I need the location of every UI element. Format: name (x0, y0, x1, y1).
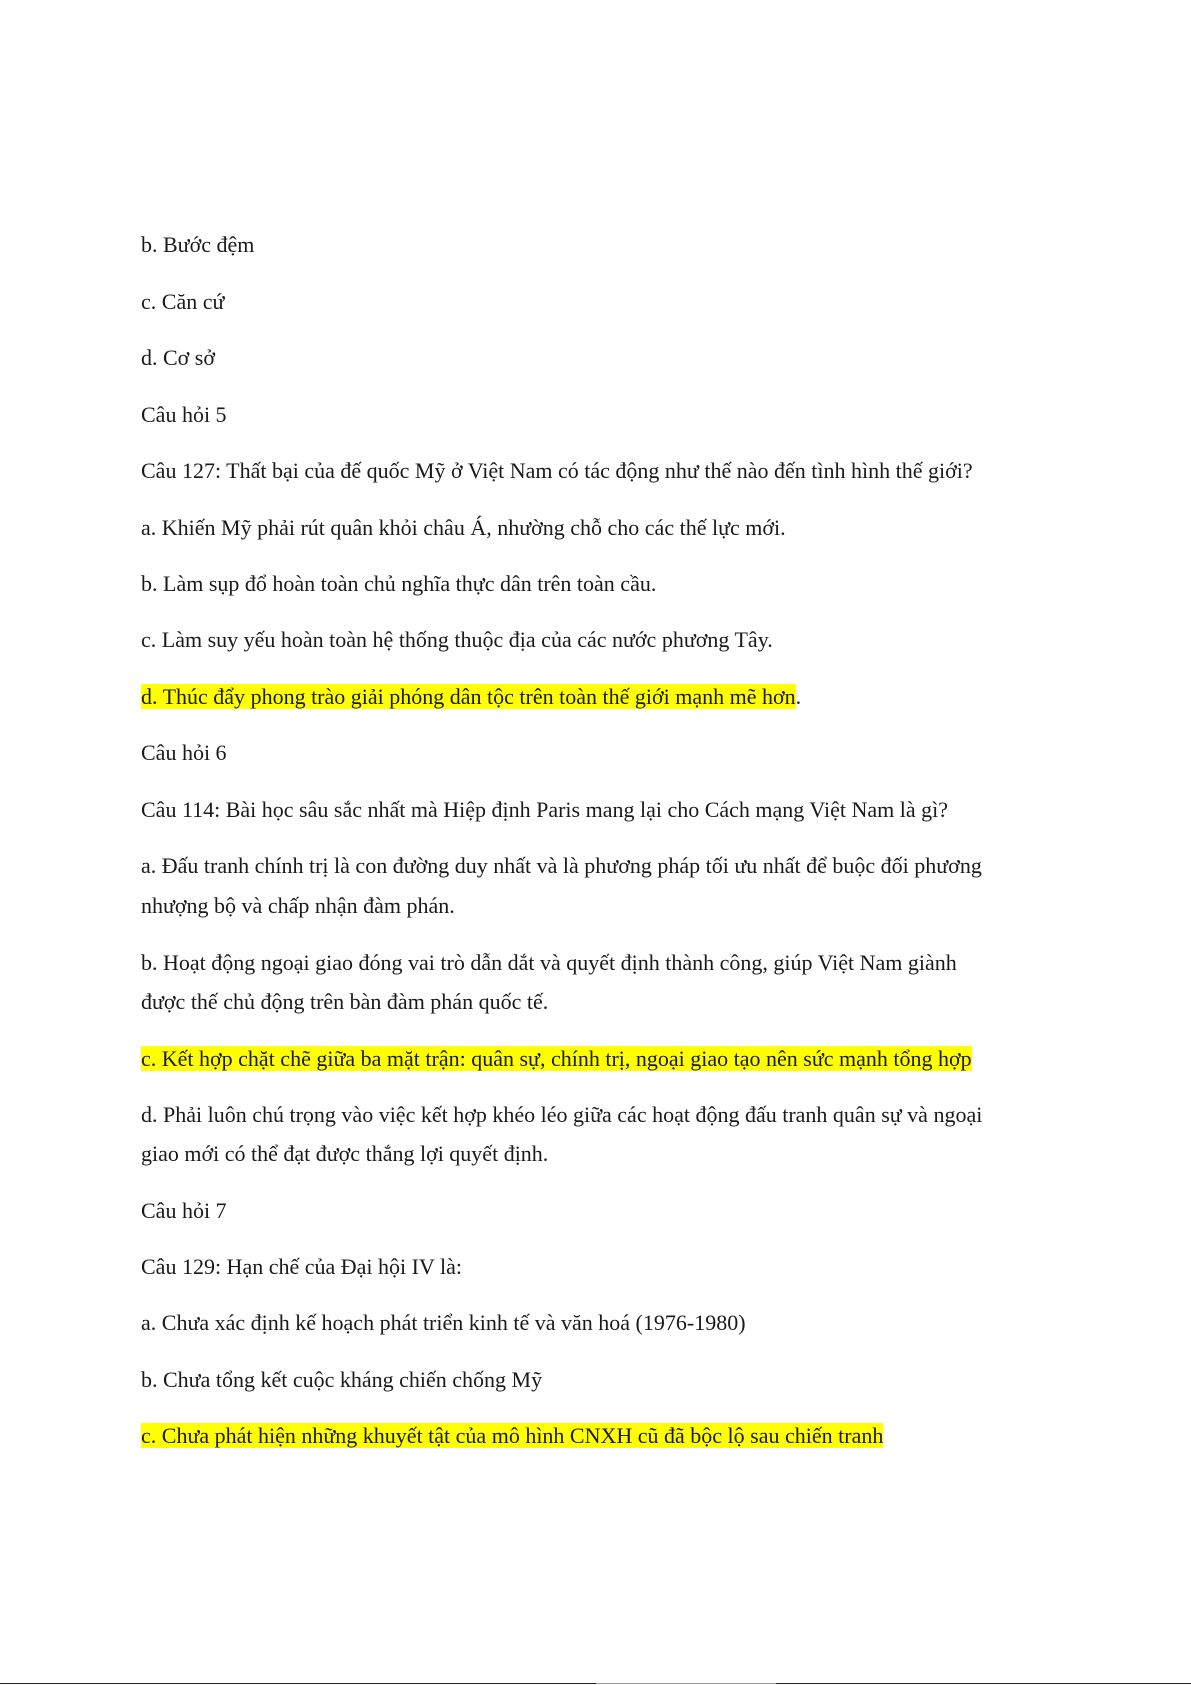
answer-option-c-correct (141, 1039, 972, 1079)
answer-option-a-continued: nhượng bộ và chấp nhận đàm phán. (141, 893, 455, 918)
highlighted-answer: c. Kết hợp chặt chẽ giữa ba mặt trận: quân sự, chính trị, ngoại giao tạo nên sức mạnh tổng hợp (141, 1046, 972, 1071)
question-text-127: Câu 127: Thất bại của đế quốc Mỹ ở Việt Nam có tác động như thế nào đến tình hình thế giới? (141, 458, 973, 483)
answer-option-a: a. Chưa xác định kế hoạch phát triển kinh tế và văn hoá (1976-1980) (141, 1310, 746, 1335)
highlighted-answer: d. Thúc đẩy phong trào giải phóng dân tộc trên toàn thế giới mạnh mẽ hơn (141, 684, 796, 709)
answer-option-a: a. Đấu tranh chính trị là con đường duy nhất và là phương pháp tối ưu nhất để buộc đối phương (141, 853, 982, 878)
answer-option-b: b. Làm sụp đổ hoàn toàn chủ nghĩa thực dân trên toàn cầu. (141, 571, 657, 596)
answer-option-c-correct (141, 1416, 883, 1456)
answer-option-d-correct: d. Thúc đẩy phong trào giải phóng dân tộc trên toàn thế giới mạnh mẽ hơn. (141, 684, 802, 709)
answer-option-b-continued: được thế chủ động trên bàn đàm phán quốc tế. (141, 989, 549, 1014)
question-heading-6: Câu hỏi 6 (141, 740, 227, 765)
question-text-129: Câu 129: Hạn chế của Đại hội IV là: (141, 1254, 462, 1279)
question-heading-7: Câu hỏi 7 (141, 1198, 227, 1223)
answer-option-d: d. Phải luôn chú trọng vào việc kết hợp khéo léo giữa các hoạt động đấu tranh quân sự và ngoại (141, 1102, 983, 1127)
answer-option-b: b. Hoạt động ngoại giao đóng vai trò dẫn dắt và quyết định thành công, giúp Việt Nam giành (141, 950, 957, 975)
page-bottom-divider-segment (596, 1683, 776, 1684)
answer-option-d: d. Cơ sở (141, 345, 216, 370)
answer-option-c: c. Căn cứ (141, 289, 225, 314)
answer-option-d-continued: giao mới có thể đạt được thắng lợi quyết định. (141, 1141, 549, 1166)
answer-option-a: a. Khiến Mỹ phải rút quân khỏi châu Á, nhường chỗ cho các thế lực mới. (141, 515, 786, 540)
question-heading-5: Câu hỏi 5 (141, 402, 227, 427)
highlighted-answer: c. Chưa phát hiện những khuyết tật của mô hình CNXH cũ đã bộc lộ sau chiến tranh (141, 1423, 884, 1448)
answer-option-b: b. Chưa tổng kết cuộc kháng chiến chống Mỹ (141, 1367, 543, 1392)
question-text-114: Câu 114: Bài học sâu sắc nhất mà Hiệp định Paris mang lại cho Cách mạng Việt Nam là gì? (141, 797, 948, 822)
answer-option-b: b. Bước đệm (141, 232, 255, 257)
answer-option-c: c. Làm suy yếu hoàn toàn hệ thống thuộc địa của các nước phương Tây. (141, 627, 773, 652)
